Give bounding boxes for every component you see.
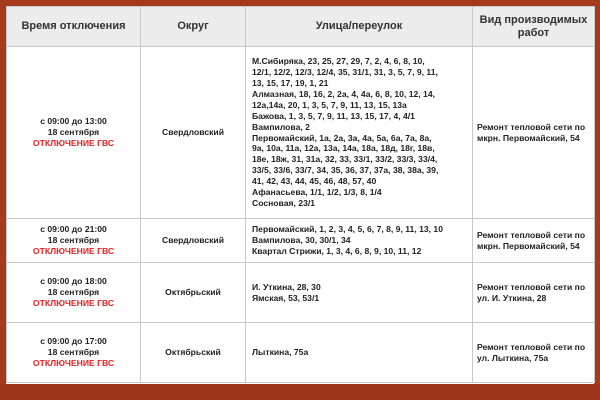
work-cell: Ремонт тепловой сети по ул. Лыткина, 75а: [473, 323, 595, 383]
work-cell: Ремонт тепловой сети по мкрн. Первомайский, 54: [473, 219, 595, 263]
street-line: 12/1, 12/2, 12/3, 12/4, 35, 31/1, 31, 3, 5, 7, 9, 11,: [252, 67, 438, 78]
street-line: Алмазная, 18, 16, 2, 2а, 4, 4а, 6, 8, 10, 12, 14,: [252, 88, 435, 99]
okrug-cell: Октябрьский: [141, 263, 246, 323]
street-line: Вампилова, 2: [252, 121, 310, 132]
streets-cell: [246, 323, 473, 383]
street-line: Первомайский, 1, 2, 3, 4, 5, 6, 7, 8, 9, 11, 13, 10: [252, 224, 443, 235]
header-street: Улица/переулок: [246, 7, 473, 47]
work-cell: Ремонт тепловой сети по мкрн. Первомайский, 54: [473, 47, 595, 219]
streets-cell: [246, 263, 473, 323]
status-label: ОТКЛЮЧЕНИЕ ГВС: [32, 357, 115, 368]
header-row: [7, 7, 595, 47]
street-line: 9а, 10а, 11а, 12а, 13а, 14а, 18а, 18д, 18г, 18в,: [252, 143, 435, 154]
street-line: Квартал Стрижи, 1, 3, 4, 6, 8, 9, 10, 11, 12: [252, 245, 422, 256]
date: 18 сентября: [47, 347, 100, 358]
street-line: Сосновая, 23/1: [252, 197, 316, 208]
table-row: [7, 219, 595, 263]
street-line: М.Сибиряка, 23, 25, 27, 29, 7, 2, 4, 6, 8, 10,: [252, 56, 425, 67]
street-line: Вампилова, 30, 30/1, 34: [252, 235, 351, 246]
header-work: Вид производимых работ: [473, 7, 595, 47]
outage-table-frame: [6, 6, 594, 384]
time-cell: [7, 219, 141, 263]
time-range: с 09:00 до 21:00: [40, 224, 107, 235]
status-label: ОТКЛЮЧЕНИЕ ГВС: [32, 137, 115, 148]
time-range: с 09:00 до 13:00: [40, 116, 107, 127]
work-cell: Ремонт тепловой сети по ул. И. Уткина, 28: [473, 263, 595, 323]
table-row: [7, 47, 595, 219]
street-line: Первомайский, 1а, 2а, 3а, 4а, 5а, 6а, 7а, 8а,: [252, 132, 432, 143]
okrug-cell: Октябрьский: [141, 323, 246, 383]
street-line: Афанасьева, 1/1, 1/2, 1/3, 8, 1/4: [252, 187, 382, 198]
header-okrug: Округ: [141, 7, 246, 47]
street-line: 41, 42, 43, 44, 45, 46, 48, 57, 40: [252, 176, 377, 187]
date: 18 сентября: [47, 287, 100, 298]
okrug-cell: Свердловский: [141, 219, 246, 263]
table-row: [7, 323, 595, 383]
time-cell: [7, 263, 141, 323]
bottom-bar: [0, 384, 600, 400]
time-range: с 09:00 до 17:00: [40, 336, 107, 347]
table-row: [7, 263, 595, 323]
street-line: Бажова, 1, 3, 5, 7, 9, 11, 13, 15, 17, 4, 4/1: [252, 110, 415, 121]
date: 18 сентября: [47, 235, 100, 246]
street-line: 12а,14а, 20, 1, 3, 5, 7, 9, 11, 13, 15, 13а: [252, 99, 407, 110]
outage-table: [6, 6, 595, 383]
street-line: И. Уткина, 28, 30: [252, 281, 321, 292]
status-label: ОТКЛЮЧЕНИЕ ГВС: [32, 297, 115, 308]
time-cell: [7, 47, 141, 219]
time-range: с 09:00 до 18:00: [40, 276, 107, 287]
status-label: ОТКЛЮЧЕНИЕ ГВС: [32, 245, 115, 256]
street-line: Ямская, 53, 53/1: [252, 292, 320, 303]
header-time: Время отключения: [7, 7, 141, 47]
streets-cell: [246, 219, 473, 263]
streets-cell: [246, 47, 473, 219]
time-cell: [7, 323, 141, 383]
okrug-cell: Свердловский: [141, 47, 246, 219]
date: 18 сентября: [47, 127, 100, 138]
street-line: 13, 15, 17, 19, 1, 21: [252, 77, 329, 88]
street-line: 33/5, 33/6, 33/7, 34, 35, 36, 37, 37а, 38, 38а, 39,: [252, 165, 439, 176]
street-line: Лыткина, 75а: [252, 347, 309, 358]
street-line: 18е, 18ж, 31, 31а, 32, 33, 33/1, 33/2, 33/3, 33/4,: [252, 154, 438, 165]
